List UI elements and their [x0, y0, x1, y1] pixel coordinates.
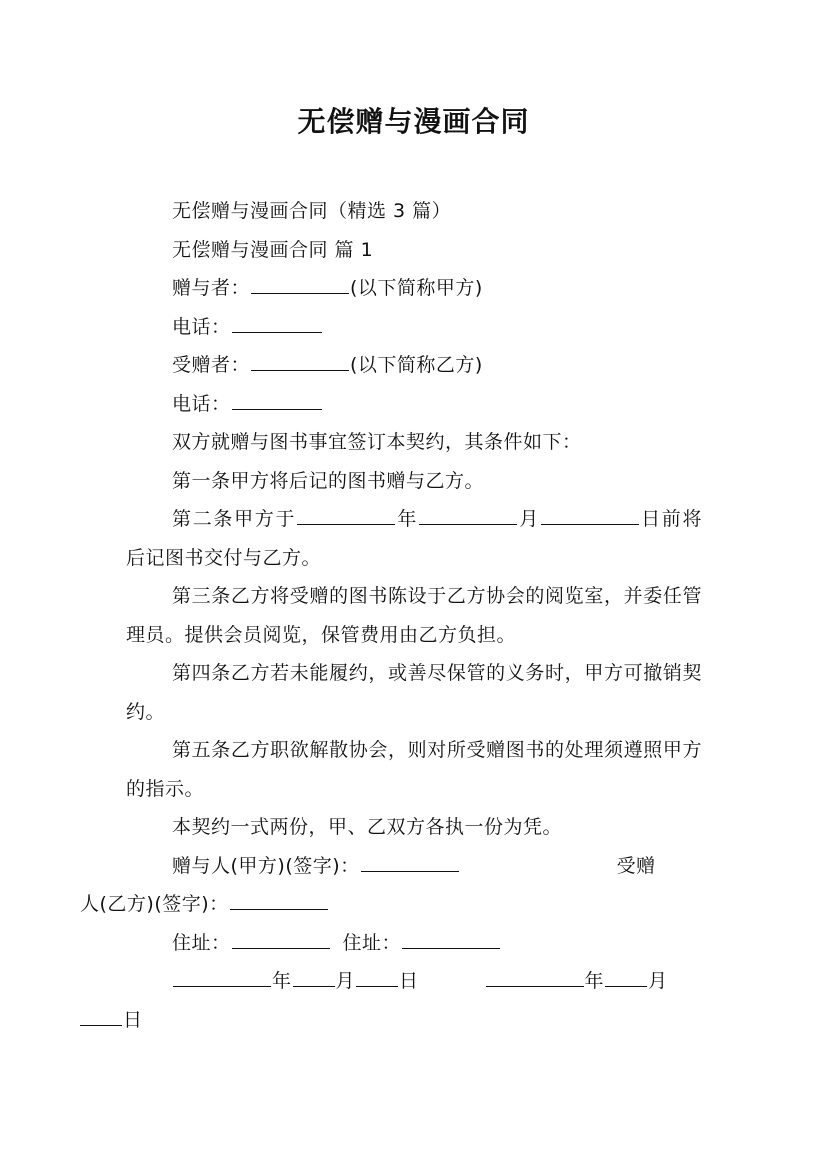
sign-recipient-label-2: 人(乙方)(签字)： — [80, 893, 229, 915]
clause-4: 第四条乙方若未能履约，或善尽保管的义务时，甲方可撤销契约。 — [126, 662, 702, 723]
date-1-month-blank[interactable] — [293, 967, 335, 987]
date-1-year: 年 — [272, 970, 292, 992]
date-2-month-blank[interactable] — [605, 967, 647, 987]
date-1-day: 日 — [399, 970, 419, 992]
donor-phone-blank[interactable] — [232, 313, 322, 333]
date-1-year-blank[interactable] — [173, 967, 271, 987]
clause-2 — [126, 500, 702, 577]
sign-recipient-blank[interactable] — [230, 890, 328, 910]
clause-1: 第一条甲方将后记的图书赠与乙方。 — [172, 469, 485, 492]
signature-line — [80, 847, 702, 924]
document-body — [80, 192, 702, 1039]
recipient-phone-line — [126, 385, 702, 424]
clause-3: 第三条乙方将受赠的图书陈设于乙方协会的阅览室，并委任管理员。提供会员阅览，保管费用由乙方负担。 — [126, 585, 702, 646]
clause-2-month-blank[interactable] — [419, 505, 517, 525]
date-1-day-blank[interactable] — [356, 967, 398, 987]
subtitle-line: 无偿赠与漫画合同（精选 3 篇） — [172, 200, 452, 222]
recipient-blank[interactable] — [251, 351, 349, 371]
sign-donor-label: 赠与人(甲方)(签字)： — [172, 854, 360, 877]
clause-5: 第五条乙方职欲解散协会，则对所受赠图书的处理须遵照甲方的指示。 — [126, 739, 702, 800]
recipient-phone-label: 电话： — [172, 392, 231, 415]
address-line — [126, 924, 702, 963]
document-title: 无偿赠与漫画合同 — [297, 105, 530, 138]
donor-line — [126, 269, 702, 308]
date-line — [123, 962, 702, 1039]
section-heading: 无偿赠与漫画合同 篇 1 — [172, 238, 374, 261]
date-1-month: 月 — [335, 970, 356, 992]
clause-2-month: 月 — [518, 508, 540, 530]
donor-phone-label: 电话： — [172, 315, 231, 338]
address-label-1: 住址： — [172, 931, 231, 954]
date-2-day-blank[interactable] — [80, 1006, 122, 1026]
clause-2-day-blank[interactable] — [541, 505, 639, 525]
donor-suffix: (以下简称甲方) — [350, 277, 483, 299]
clause-2-suffix: 日前将后记图书交付与乙方。 — [126, 508, 702, 569]
date-2-month: 月 — [648, 970, 668, 992]
recipient-line — [126, 346, 702, 385]
donor-phone-line — [126, 308, 702, 347]
recipient-label: 受赠者： — [172, 354, 251, 376]
date-2-day: 日 — [123, 1008, 143, 1031]
recipient-phone-blank[interactable] — [232, 390, 322, 410]
donor-blank[interactable] — [251, 274, 349, 294]
address-blank-1[interactable] — [232, 929, 330, 949]
date-2-year-blank[interactable] — [486, 967, 584, 987]
sign-recipient-label-1: 受赠 — [616, 854, 656, 877]
clause-2-year: 年 — [396, 508, 419, 530]
agreement-intro: 双方就赠与图书事宜签订本契约，其条件如下： — [172, 431, 582, 453]
address-label-2: 住址： — [342, 931, 402, 954]
clause-2-year-blank[interactable] — [297, 505, 395, 525]
donor-label: 赠与者： — [172, 277, 251, 299]
clause-2-prefix: 第二条甲方于 — [172, 508, 297, 530]
date-2-year: 年 — [584, 970, 605, 992]
copies-line: 本契约一式两份，甲、乙双方各执一份为凭。 — [172, 816, 563, 838]
sign-donor-blank[interactable] — [361, 852, 459, 872]
recipient-suffix: (以下简称乙方) — [350, 354, 483, 376]
address-blank-2[interactable] — [402, 929, 500, 949]
